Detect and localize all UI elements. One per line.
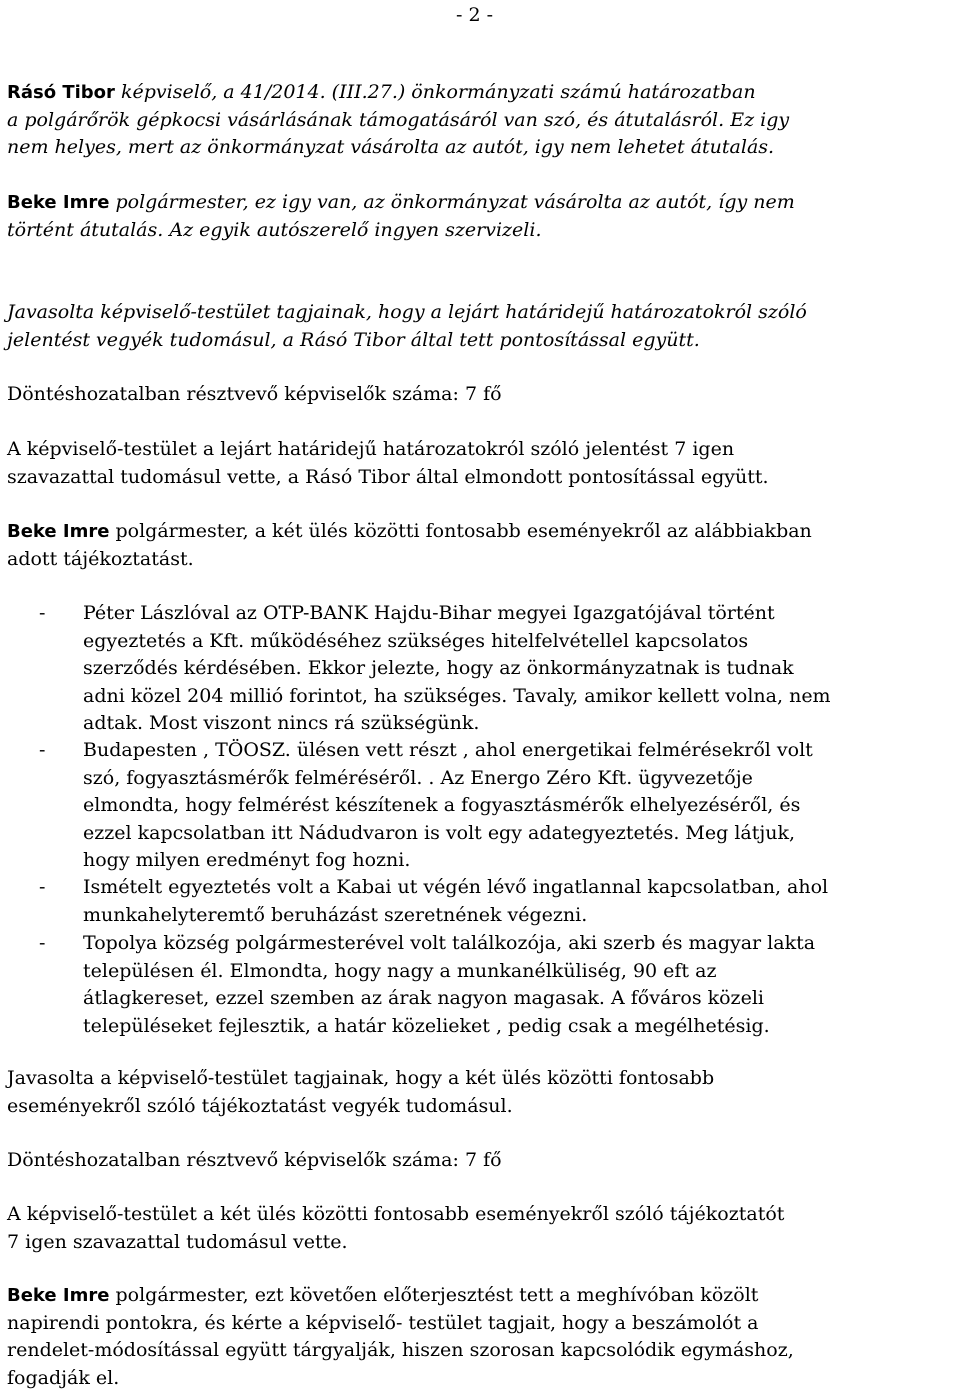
text-line: jelentést vegyék tudomásul, a Rásó Tibor által tett pontosítással együtt. [7,327,807,355]
text-line: településen él. Elmondta, hogy nagy a munkanélküliség, 90 eft az [83,958,815,986]
list-item [7,930,957,1040]
paragraph-proposal-2 [7,1065,714,1120]
text-line: a polgárőrök gépkocsi vásárlásának támogatásáról van szó, és átutalásról. Ez igy [7,107,789,135]
paragraph-proposal-1 [7,299,807,354]
decision-participants-1 [7,381,502,409]
resolution-2 [7,1201,784,1256]
text-line: adni közel 204 millió forintot, ha szükséges. Tavaly, amikor kellett volna, nem [83,683,831,711]
text-line: A képviselő-testület a két ülés közötti fontosabb eseményekről szóló tájékoztatót [7,1201,784,1229]
text-line: polgármester, a két ülés közötti fontosabb eseményekről az alábbiakban [109,520,811,542]
text-line: polgármester, ezt követően előterjesztést tett a meghívóban közölt [109,1284,758,1306]
speaker-name: Beke Imre [7,1285,109,1306]
text-line: Budapesten , TÖOSZ. ülésen vett részt , ahol energetikai felmérésekről volt [83,737,813,765]
list-item [7,737,957,874]
text-line: rendelet-módosítással együtt tárgyalják, hiszen szorosan kapcsolódik egymáshoz, [7,1337,794,1365]
text-line: Topolya község polgármesterével volt találkozója, aki szerb és magyar lakta [83,930,815,958]
paragraph-beke-imre-reply [7,189,795,244]
text-line: adtak. Most viszont nincs rá szükségünk. [83,710,831,738]
speaker-name: Rásó Tibor [7,82,115,103]
text-line: átlagkereset, ezzel szemben az árak nagyon magasak. A főváros közeli [83,985,815,1013]
text-line: 7 igen szavazattal tudomásul vette. [7,1229,784,1257]
speaker-name: Beke Imre [7,521,109,542]
list-dash: - [39,737,45,765]
text-line: településeket fejlesztik, a határ közelieket , pedig csak a megélhetésig. [83,1013,815,1041]
text-line: Döntéshozatalban résztvevő képviselők száma: 7 fő [7,381,502,409]
resolution-1 [7,436,769,491]
list-item [7,874,957,930]
text-line: elmondta, hogy felmérést készítenek a fogyasztásmérők elhelyezéséről, és [83,792,813,820]
text-line: Javasolta a képviselő-testület tagjainak, hogy a két ülés közötti fontosabb [7,1065,714,1093]
text-line: képviselő, a 41/2014. (III.27.) önkormányzati számú határozatban [115,81,756,103]
text-line: munkahelyteremtő beruházást szeretnének végezni. [83,902,828,930]
paragraph-mayor-report [7,518,812,573]
text-line: eseményekről szóló tájékoztatást vegyék tudomásul. [7,1093,714,1121]
text-line: egyeztetés a Kft. működéséhez szükséges hitelfelvétellel kapcsolatos [83,628,831,656]
decision-participants-2 [7,1147,502,1175]
event-list [7,600,957,1040]
text-line: Javasolta képviselő-testület tagjainak, hogy a lejárt határidejű határozatokról szóló [7,299,807,327]
paragraph-mayor-agenda [7,1282,794,1392]
page-number: - 2 - [456,2,493,30]
text-line: szerződés kérdésében. Ekkor jelezte, hogy az önkormányzatnak is tudnak [83,655,831,683]
list-dash: - [39,600,45,628]
list-dash: - [39,874,45,902]
text-line: polgármester, ez igy van, az önkormányzat vásárolta az autót, így nem [109,191,794,213]
text-line: Péter Lászlóval az OTP-BANK Hajdu-Bihar megyei Igazgatójával történt [83,600,831,628]
text-line: A képviselő-testület a lejárt határidejű határozatokról szóló jelentést 7 igen [7,436,769,464]
list-dash: - [39,930,45,958]
text-line: szavazattal tudomásul vette, a Rásó Tibor által elmondott pontosítással együtt. [7,464,769,492]
text-line: ezzel kapcsolatban itt Nádudvaron is volt egy adategyeztetés. Meg látjuk, [83,820,813,848]
text-line: napirendi pontokra, és kérte a képviselő- testület tagjait, hogy a beszámolót a [7,1310,794,1338]
text-line: hogy milyen eredményt fog hozni. [83,847,813,875]
text-line: adott tájékoztatást. [7,546,812,574]
text-line: szó, fogyasztásmérők felméréséről. . Az Energo Zéro Kft. ügyvezetője [83,765,813,793]
text-line: Ismételt egyeztetés volt a Kabai ut végén lévő ingatlannal kapcsolatban, ahol [83,874,828,902]
list-item [7,600,957,737]
text-line: történt átutalás. Az egyik autószerelő ingyen szervizeli. [7,217,795,245]
paragraph-raso-tibor [7,79,789,162]
speaker-name: Beke Imre [7,192,109,213]
text-line: fogadják el. [7,1365,794,1392]
text-line: nem helyes, mert az önkormányzat vásárolta az autót, igy nem lehetet átutalás. [7,134,789,162]
text-line: Döntéshozatalban résztvevő képviselők száma: 7 fő [7,1147,502,1175]
